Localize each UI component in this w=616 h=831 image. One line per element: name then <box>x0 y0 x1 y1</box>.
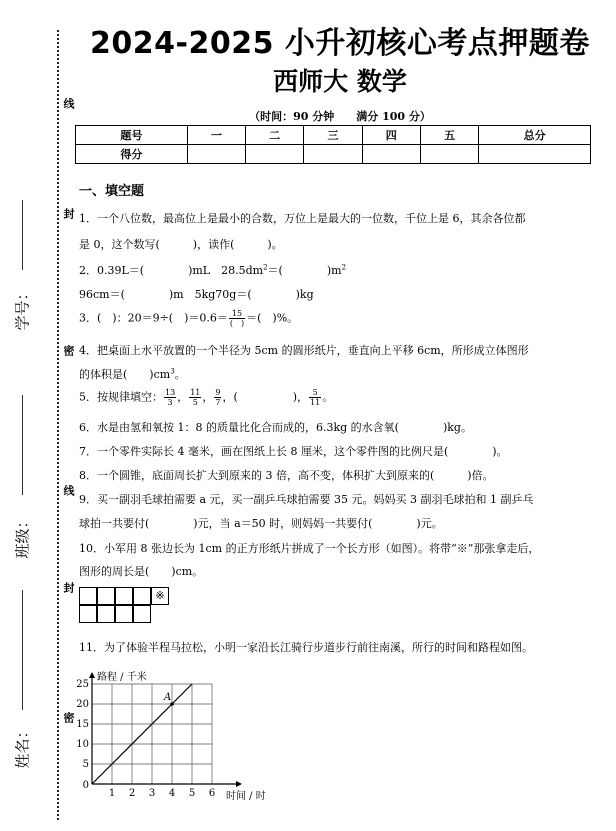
student-id-line <box>22 200 23 270</box>
name-line <box>22 590 23 710</box>
x-tick-label: 2 <box>128 788 136 799</box>
header-cell: 四 <box>362 126 420 145</box>
question-2-line-1 <box>79 262 346 278</box>
q2-text-a: 2．0.39L＝( )mL 28.5dm <box>79 264 264 277</box>
q5-frac2-den: 5 <box>192 398 198 407</box>
q3-frac-den: ( ) <box>229 319 245 328</box>
y-tick-label: 10 <box>76 739 89 750</box>
chart-y-label: 路程 / 千米 <box>97 672 147 683</box>
class-line <box>22 395 23 495</box>
q3-fraction <box>229 309 245 328</box>
q5-frac2-num: 11 <box>190 388 201 397</box>
seal-char-feng-2: 封 <box>62 582 75 593</box>
question-9-line-1: 9．买一副羽毛球拍需要 a 元，买一副乒乓球拍需要 35 元。妈妈买 3 副羽毛球拍和 1 副乒乓 <box>79 493 534 506</box>
score-cell[interactable] <box>362 145 420 164</box>
q5-text-mid: ，( )， <box>222 390 309 404</box>
q3-text-pre: 3．( )：20＝9÷( )＝0.6＝ <box>79 311 228 325</box>
q10-square <box>115 605 133 623</box>
question-1-line-1: 1．一个八位数，最高位上是最小的合数，万位上是最大的一位数，千位上是 6，其余各位都 <box>79 212 526 225</box>
binding-margin <box>0 0 75 831</box>
q5-fraction-1 <box>164 388 176 407</box>
q2-text-b: ＝( )m <box>267 264 342 277</box>
question-8: 8．一个圆锥，底面周长扩大到原来的 3 倍，高不变，体积扩大到原来的( )倍。 <box>79 469 494 482</box>
y-tick-label: 5 <box>82 759 89 770</box>
seal-char-mi: 密 <box>62 345 75 356</box>
score-cell[interactable] <box>304 145 362 164</box>
question-2-line-2: 96cm＝( )m 5kg70g＝( )kg <box>79 288 314 301</box>
question-4-line-2 <box>79 366 186 382</box>
q10-marked-square: ※ <box>151 587 169 605</box>
q3-text-post: ＝( )%。 <box>246 311 299 325</box>
origin-label: 0 <box>82 780 89 791</box>
score-cell[interactable] <box>246 145 304 164</box>
header-cell: 三 <box>304 126 362 145</box>
q5-fraction-3 <box>214 388 221 407</box>
class-label: 班级： <box>13 513 32 559</box>
name-label: 姓名： <box>13 723 32 769</box>
score-cell[interactable] <box>187 145 245 164</box>
x-tick-label: 5 <box>188 788 196 799</box>
y-axis-arrow <box>89 672 95 678</box>
chart-point-a-label: A <box>164 692 172 703</box>
binding-dotted-line <box>57 30 59 820</box>
header-cell: 五 <box>420 126 478 145</box>
section-heading-fill-blank: 一、填空题 <box>79 184 145 199</box>
q5-frac1-num: 13 <box>165 388 176 397</box>
question-1-line-2: 是 0，这个数写( )，读作( )。 <box>79 238 283 251</box>
x-tick-label: 4 <box>168 788 176 799</box>
score-header-row <box>76 126 591 145</box>
chart-gridlines <box>92 684 212 784</box>
x-tick-label: 1 <box>108 788 116 799</box>
chart-tick-labels <box>76 679 215 799</box>
question-3 <box>79 309 298 328</box>
page-title: 2024-2025 小升初核心考点押题卷 <box>90 26 590 61</box>
question-7: 7．一个零件实际长 4 毫米，画在图纸上长 8 厘米，这个零件图的比例尺是( )。 <box>79 445 508 458</box>
question-5: 5．按规律填空： $\frac{13}{3}$ ， $\frac{11}{5}$ ， $\frac{9}{7}$ ，( )， $\frac{5}{11}$ 。 <box>79 388 334 407</box>
question-9-line-2: 球拍一共要付( )元，当 a＝50 时，则妈妈一共要付( )元。 <box>79 517 443 530</box>
q5-frac3-num: 9 <box>215 388 221 397</box>
q10-square <box>133 605 151 623</box>
q5-text-end: 。 <box>322 390 334 404</box>
q5-frac-last-den: 11 <box>310 398 321 407</box>
score-row-label: 得分 <box>76 145 188 164</box>
score-table <box>75 125 591 164</box>
score-row <box>76 145 591 164</box>
score-cell[interactable] <box>420 145 478 164</box>
q10-square <box>115 587 133 605</box>
header-cell: 二 <box>246 126 304 145</box>
q10-square <box>133 587 151 605</box>
series-line <box>92 684 192 784</box>
q3-frac-num: 15 <box>229 309 245 319</box>
question-10-line-2: 图形的周长是( )cm。 <box>79 565 204 578</box>
header-cell: 题号 <box>76 126 188 145</box>
q5-text-pre: 5．按规律填空： <box>79 390 163 404</box>
time-info: （时间：90 分钟 满分 100 分） <box>249 110 431 123</box>
q4-text-end: 。 <box>174 368 186 381</box>
q10-square <box>97 605 115 623</box>
q10-square <box>79 587 97 605</box>
q5-fraction-2 <box>189 388 201 407</box>
question-11: 11．为了体验半程马拉松，小明一家沿长江骑行步道步行前往南溪，所行的时间和路程如图。 <box>79 641 533 654</box>
y-tick-label: 25 <box>76 679 89 690</box>
student-id-label: 学号： <box>13 285 32 331</box>
x-tick-label: 6 <box>208 788 216 799</box>
q5-frac3-den: 7 <box>215 398 221 407</box>
seal-char-xian-2: 线 <box>62 485 75 496</box>
seal-char-mi-2: 密 <box>62 712 75 723</box>
q10-square <box>79 605 97 623</box>
header-cell: 总分 <box>479 126 591 145</box>
x-axis-arrow <box>236 781 242 787</box>
question-10-line-1: 10．小军用 8 张边长为 1cm 的正方形纸片拼成了一个长方形（如图）。将带“※”那张拿走后， <box>79 542 540 555</box>
q10-square <box>97 587 115 605</box>
y-tick-label: 20 <box>76 699 89 710</box>
q2-sup-a: 2 <box>263 263 268 272</box>
score-cell[interactable] <box>479 145 591 164</box>
seal-char-feng: 封 <box>62 208 75 219</box>
q4-text: 的体积是( )cm <box>79 368 171 381</box>
q11-distance-time-chart <box>70 668 290 808</box>
question-6: 6．水是由氢和氧按 1：8 的质量比化合而成的，6.3kg 的水含氧( )kg。 <box>79 421 472 434</box>
y-tick-label: 15 <box>76 719 89 730</box>
q2-sup-b: 2 <box>341 263 347 272</box>
q4-sup: 3 <box>170 367 175 376</box>
x-tick-label: 3 <box>148 788 156 799</box>
chart-x-label: 时间 / 时 <box>226 791 266 802</box>
question-4-line-1: 4．把桌面上水平放置的一个半径为 5cm 的圆形纸片，垂直向上平移 6cm，所形成立体图形 <box>79 344 529 357</box>
chart-series <box>92 684 192 784</box>
q5-fraction-last <box>309 388 321 407</box>
q5-frac1-den: 3 <box>167 398 173 407</box>
q5-frac-last-num: 5 <box>309 388 321 398</box>
page-subtitle: 西师大 数学 <box>273 67 407 96</box>
header-cell: 一 <box>187 126 245 145</box>
seal-char-xian: 线 <box>62 98 75 109</box>
